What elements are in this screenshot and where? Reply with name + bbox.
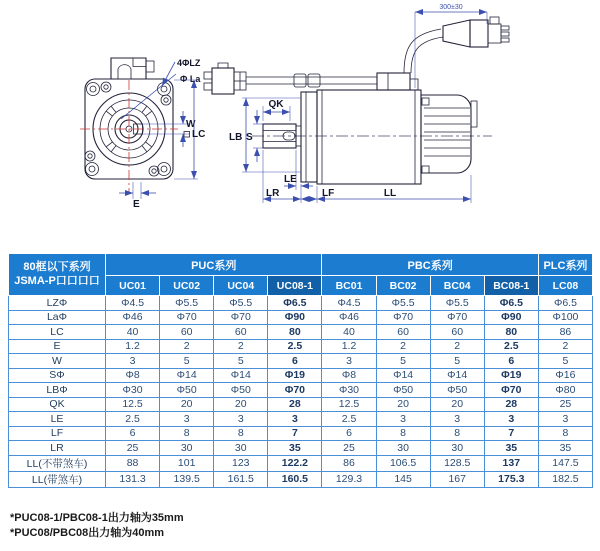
cell: Φ70 bbox=[376, 310, 430, 325]
cell: Φ14 bbox=[376, 368, 430, 383]
cell: 20 bbox=[376, 397, 430, 412]
cell: 2 bbox=[214, 339, 268, 354]
cell: Φ5.5 bbox=[376, 296, 430, 311]
cell: 30 bbox=[214, 441, 268, 456]
cell: 5 bbox=[376, 354, 430, 369]
cell: 25 bbox=[106, 441, 160, 456]
cell: 35 bbox=[538, 441, 592, 456]
cell: 8 bbox=[160, 426, 214, 441]
cell: 161.5 bbox=[214, 471, 268, 487]
cell: 2.5 bbox=[322, 412, 376, 427]
encoder-connector bbox=[204, 63, 246, 94]
cell: 5 bbox=[538, 354, 592, 369]
cell: 175.3 bbox=[484, 471, 538, 487]
model-header: UC04 bbox=[214, 276, 268, 296]
cell: Φ46 bbox=[322, 310, 376, 325]
model-header: BC02 bbox=[376, 276, 430, 296]
row-label: LZΦ bbox=[9, 296, 106, 311]
motor-front-view bbox=[80, 58, 205, 210]
series-header: PUC系列 bbox=[106, 254, 322, 276]
cell: 3 bbox=[106, 354, 160, 369]
row-label: LE bbox=[9, 412, 106, 427]
cell: 6 bbox=[106, 426, 160, 441]
row-label: W bbox=[9, 354, 106, 369]
cell: 20 bbox=[430, 397, 484, 412]
table-row bbox=[9, 455, 593, 471]
cell: Φ14 bbox=[214, 368, 268, 383]
dim-label-s: S bbox=[246, 132, 253, 143]
cell: 145 bbox=[376, 471, 430, 487]
cell: 3 bbox=[214, 412, 268, 427]
series-header: PLC系列 bbox=[538, 254, 592, 276]
cell: 3 bbox=[160, 412, 214, 427]
row-label: SΦ bbox=[9, 368, 106, 383]
cell: Φ70 bbox=[430, 310, 484, 325]
cell: Φ16 bbox=[538, 368, 592, 383]
model-header: UC01 bbox=[106, 276, 160, 296]
cell: Φ19 bbox=[484, 368, 538, 383]
dim-e bbox=[119, 182, 156, 210]
model-header: BC04 bbox=[430, 276, 484, 296]
cell: 88 bbox=[106, 455, 160, 471]
cell: 2 bbox=[376, 339, 430, 354]
cell: 12.5 bbox=[106, 397, 160, 412]
cell: 28 bbox=[268, 397, 322, 412]
cell: Φ50 bbox=[160, 383, 214, 398]
cell: 60 bbox=[376, 325, 430, 340]
cell: 1.2 bbox=[322, 339, 376, 354]
table-row bbox=[9, 368, 593, 383]
front-connector bbox=[111, 58, 154, 79]
cell: Φ4.5 bbox=[106, 296, 160, 311]
dim-label-cable-length: 300±30 bbox=[439, 4, 463, 11]
cell: 25 bbox=[538, 397, 592, 412]
cell: 80 bbox=[484, 325, 538, 340]
spec-table-body bbox=[9, 296, 593, 488]
cell: 1.2 bbox=[106, 339, 160, 354]
cell: 3 bbox=[538, 412, 592, 427]
cell: 5 bbox=[214, 354, 268, 369]
cell: 123 bbox=[214, 455, 268, 471]
cell: Φ5.5 bbox=[160, 296, 214, 311]
table-row bbox=[9, 397, 593, 412]
dim-label-la: Φ La bbox=[180, 74, 201, 84]
cell: Φ70 bbox=[160, 310, 214, 325]
cell: 5 bbox=[430, 354, 484, 369]
cell: 40 bbox=[322, 325, 376, 340]
model-header: UC02 bbox=[160, 276, 214, 296]
table-row bbox=[9, 339, 593, 354]
cell: 2 bbox=[538, 339, 592, 354]
table-row bbox=[9, 426, 593, 441]
dim-qk bbox=[263, 99, 290, 121]
cell: 139.5 bbox=[160, 471, 214, 487]
row-label: LF bbox=[9, 426, 106, 441]
cell: 7 bbox=[268, 426, 322, 441]
spec-table bbox=[8, 253, 593, 488]
cell: 28 bbox=[484, 397, 538, 412]
cell: Φ14 bbox=[430, 368, 484, 383]
cell: Φ6.5 bbox=[268, 296, 322, 311]
leader-lz bbox=[162, 62, 175, 86]
row-label: LaΦ bbox=[9, 310, 106, 325]
cell: 137 bbox=[484, 455, 538, 471]
cell: Φ70 bbox=[484, 383, 538, 398]
cell: 6 bbox=[322, 426, 376, 441]
rear-cap bbox=[421, 95, 477, 173]
dim-label-bolt-holes: 4ΦLZ bbox=[177, 58, 201, 68]
dim-label-qk: QK bbox=[268, 99, 284, 110]
cell: 12.5 bbox=[322, 397, 376, 412]
cell: 8 bbox=[430, 426, 484, 441]
cell: 6 bbox=[268, 354, 322, 369]
cap-ribs bbox=[424, 108, 470, 156]
cell: 35 bbox=[268, 441, 322, 456]
cell: 6 bbox=[484, 354, 538, 369]
motor-side-view bbox=[229, 73, 492, 203]
dim-le bbox=[284, 150, 313, 190]
cell: 60 bbox=[160, 325, 214, 340]
cell: Φ4.5 bbox=[322, 296, 376, 311]
table-row bbox=[9, 310, 593, 325]
cell: Φ30 bbox=[322, 383, 376, 398]
model-header: BC01 bbox=[322, 276, 376, 296]
engineering-drawing bbox=[0, 0, 600, 250]
cell: Φ6.5 bbox=[484, 296, 538, 311]
table-row bbox=[9, 325, 593, 340]
model-header: UC08-1 bbox=[268, 276, 322, 296]
cell: 3 bbox=[430, 412, 484, 427]
dim-label-lr: LR bbox=[266, 188, 280, 199]
motor-body bbox=[317, 90, 421, 184]
cell: 101 bbox=[160, 455, 214, 471]
table-row bbox=[9, 471, 593, 487]
cell: 131.3 bbox=[106, 471, 160, 487]
dim-label-lb: LB bbox=[229, 132, 243, 143]
cell: 5 bbox=[160, 354, 214, 369]
cell: 8 bbox=[214, 426, 268, 441]
row-label: LL(带煞车) bbox=[9, 471, 106, 487]
spec-table-head bbox=[9, 254, 593, 296]
cell: Φ90 bbox=[268, 310, 322, 325]
cell: 8 bbox=[376, 426, 430, 441]
model-header: LC08 bbox=[538, 276, 592, 296]
cell: Φ5.5 bbox=[430, 296, 484, 311]
cell: 128.5 bbox=[430, 455, 484, 471]
dim-label-lc: LC bbox=[192, 129, 206, 140]
cell: 80 bbox=[268, 325, 322, 340]
cell: 86 bbox=[538, 325, 592, 340]
cell: Φ100 bbox=[538, 310, 592, 325]
series-header: PBC系列 bbox=[322, 254, 538, 276]
cell: 40 bbox=[106, 325, 160, 340]
cell: 25 bbox=[322, 441, 376, 456]
row-label: LR bbox=[9, 441, 106, 456]
dim-label-lf: LF bbox=[322, 188, 335, 199]
cell: Φ19 bbox=[268, 368, 322, 383]
cell: Φ5.5 bbox=[214, 296, 268, 311]
row-label: LL(不带煞车) bbox=[9, 455, 106, 471]
cell: 35 bbox=[484, 441, 538, 456]
cell: Φ70 bbox=[214, 310, 268, 325]
cell: 86 bbox=[322, 455, 376, 471]
dim-cable-length bbox=[415, 4, 487, 88]
dim-label-w: W bbox=[186, 119, 196, 130]
dim-label-ll: LL bbox=[383, 188, 397, 199]
footnotes bbox=[10, 511, 184, 541]
footnote-1: *PUC08-1/PBC08-1出力轴为35mm bbox=[10, 512, 184, 524]
cell: Φ70 bbox=[268, 383, 322, 398]
row-label: LC bbox=[9, 325, 106, 340]
cell: Φ8 bbox=[322, 368, 376, 383]
cell: Φ80 bbox=[538, 383, 592, 398]
cell: Φ50 bbox=[214, 383, 268, 398]
cell: 2.5 bbox=[268, 339, 322, 354]
junction-box bbox=[377, 73, 418, 90]
cell: Φ50 bbox=[376, 383, 430, 398]
corner-header: 80框以下系列 JSMA-P口口口口 bbox=[9, 254, 106, 296]
model-header: BC08-1 bbox=[484, 276, 538, 296]
cell: 20 bbox=[160, 397, 214, 412]
cell: 160.5 bbox=[268, 471, 322, 487]
cell: 182.5 bbox=[538, 471, 592, 487]
cell: 20 bbox=[214, 397, 268, 412]
cell: 122.2 bbox=[268, 455, 322, 471]
footnote-2: *PUC08/PBC08出力轴为40mm bbox=[10, 527, 165, 539]
dim-label-e: E bbox=[133, 199, 140, 210]
cell: 30 bbox=[376, 441, 430, 456]
row-label: QK bbox=[9, 397, 106, 412]
cell: 2.5 bbox=[106, 412, 160, 427]
cell: 129.3 bbox=[322, 471, 376, 487]
row-label: E bbox=[9, 339, 106, 354]
cell: Φ6.5 bbox=[538, 296, 592, 311]
cell: 3 bbox=[484, 412, 538, 427]
cell: Φ30 bbox=[106, 383, 160, 398]
cell: 60 bbox=[214, 325, 268, 340]
cell: 2.5 bbox=[484, 339, 538, 354]
cell: 3 bbox=[322, 354, 376, 369]
cell: 2 bbox=[160, 339, 214, 354]
table-row bbox=[9, 441, 593, 456]
cell: 30 bbox=[430, 441, 484, 456]
cell: 30 bbox=[160, 441, 214, 456]
encoder-cable bbox=[204, 63, 377, 94]
cell: 7 bbox=[484, 426, 538, 441]
cell: 147.5 bbox=[538, 455, 592, 471]
cell: 8 bbox=[538, 426, 592, 441]
cell: 3 bbox=[376, 412, 430, 427]
table-row bbox=[9, 296, 593, 311]
flange-plate bbox=[301, 92, 317, 182]
dim-label-le: LE bbox=[284, 174, 297, 185]
cell: Φ8 bbox=[106, 368, 160, 383]
cell: 3 bbox=[268, 412, 322, 427]
cell: 60 bbox=[430, 325, 484, 340]
cell: 106.5 bbox=[376, 455, 430, 471]
table-row bbox=[9, 383, 593, 398]
table-row bbox=[9, 354, 593, 369]
row-label: LBΦ bbox=[9, 383, 106, 398]
cell: 167 bbox=[430, 471, 484, 487]
table-row bbox=[9, 412, 593, 427]
cell: Φ14 bbox=[160, 368, 214, 383]
cell: Φ50 bbox=[430, 383, 484, 398]
spec-table-wrap bbox=[8, 253, 593, 488]
cell: Φ46 bbox=[106, 310, 160, 325]
cell: Φ90 bbox=[484, 310, 538, 325]
power-cable bbox=[404, 17, 509, 73]
cell: 2 bbox=[430, 339, 484, 354]
